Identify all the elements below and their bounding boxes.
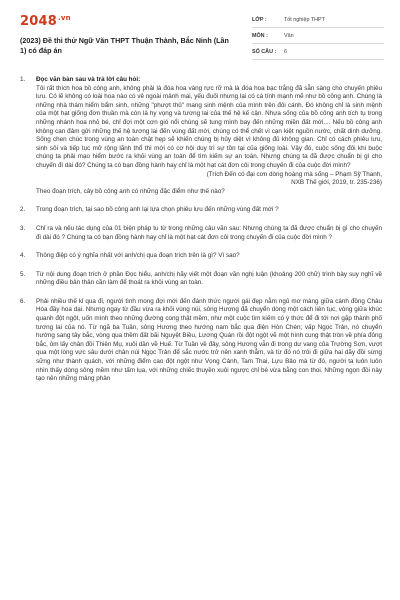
question-text: Chỉ ra và nêu tác dụng của 01 biện pháp tu từ trong những câu văn sau: Nhưng chúng ta đã được chuẩn bị gì cho chuyến đi dài đó ? Chúng ta có bạn đồng hành hay chỉ là một hạt cát đơn côi trong chuyến đi của cuộc đời mình ? xyxy=(36,224,382,241)
meta-value: Tốt nghiệp THPT xyxy=(284,16,325,23)
meta-row-lop xyxy=(252,12,384,28)
meta-label: SỐ CÂU : xyxy=(252,48,277,55)
exam-meta-table xyxy=(252,12,384,60)
question-heading: Đọc văn bản sau và trả lời câu hỏi: xyxy=(36,76,141,83)
question-text: Phải nhiều thế kỉ qua đi, người tình mong đợi mới đến đánh thức người gái đẹp nằm ngủ mơ màng giữa cánh đồng Châu Hóa đầy hoa dại. Nhưng ngay từ đầu vừa ra khỏi vùng núi, sông Hương đã chuyển dòng một cách liên tục, vòng giữa khúc quanh đột ngột, uốn mình theo những đường cong thật mềm, như một cuộc tìm kiếm có ý thức để đi tới nơi gặp thành phố tương lai của nó. Từ ngã ba Tuần, sông Hương theo hướng nam bắc qua điện Hòn Chén; vấp Ngọc Trản, nó chuyển hướng sang tây bắc, vòng qua thềm đất bãi Nguyệt Biều, Lương Quán rồi đột ngột vẽ một hình cung thật tròn về phía đông bắc, ôm lấy chân đồi Thiên Mụ, xuôi dần về Huế. Từ Tuần về đây, sông Hương vẫn đi trong dư vang của Trường Sơn, vượt qua một lòng vực sâu dưới chân núi Ngọc Trản để sắc nước trở nên xanh thẳm, và từ đó nó trôi đi giữa hai dãy đồi sừng sững như thành quách, với những điểm cao đột ngột như Vọng Cảnh, Tam Thai, Lựu Bảo mà từ đó, người ta luôn luôn nhìn thấy dòng sông mềm như tấm lụa, với những chiếc thuyền xuôi ngược chỉ bé vừa bằng con thoi. Những ngọn đồi này tạo nên những mảng phản xyxy=(36,297,382,383)
reading-passage: Tôi rất thích hoa bồ công anh, không phải là đóa hoa vàng rực rỡ mà là đóa hoa bạc trắng đã sẵn sàng cho chuyến phiêu lưu. Có lẽ không có loài hoa nào có vẻ ngoài mảnh mai, yếu đuối nhưng lại có cá tính mạnh mẽ như bồ công anh. Chúng là những nhà thám hiểm bẩm sinh, những "phượt thủ" mang sinh mệnh của mình trên đôi cánh. Đó không chỉ là sinh mệnh của một hạt giống đơn thuần mà còn là hy vọng và tương lai của thế hệ kế cận. Nhựa sống của bồ công anh tích tụ trong những nhánh hoa nhỏ bé, chỉ đợi một cơn gió nổi chúng sẽ tung mình bay đến những miền đất mới.... Nếu bồ công anh không can đảm gửi những thế hệ tương lai đến vùng đất mới, chúng có thể chết vì cạn kiệt nguồn nước, chất dinh dưỡng. Sống chen chúc trong vùng an toàn chật hẹp sẽ khiến chúng bị hủy diệt vì không đủ không gian. Chỉ có cách phiêu lưu, sinh sôi và tiếp tục mở rộng lãnh thổ thì mới có cơ hội duy trì sự tồn tại của giống loài. Vậy đó, cuộc sống đôi khi buộc chúng ta phải mạo hiểm bước ra khỏi vùng an toàn để tìm kiếm sự an toàn. Nhưng chúng ta đã được chuẩn bị gì cho chuyến đi dài đó? Chúng ta có bạn đồng hành hay chỉ là một hạt cát đơn côi trong chuyến đi của cuộc đời mình? xyxy=(36,84,382,169)
question-number: 2. xyxy=(20,206,26,214)
question-item xyxy=(20,206,382,215)
page-title: (2023) Đề thi thử Ngữ Văn THPT Thuận Thành, Bắc Ninh (Lần 1) có đáp án xyxy=(20,36,229,55)
sub-question: Theo đoạn trích, cây bồ công anh có những đặc điểm như thế nào? xyxy=(36,187,225,195)
question-number: 1. xyxy=(20,76,26,83)
question-number: 3. xyxy=(20,224,26,232)
question-item xyxy=(20,271,382,288)
question-number: 4. xyxy=(20,252,26,260)
logo-brand: 2048 xyxy=(20,14,57,29)
question-item xyxy=(20,225,382,242)
citation-line: (Trích Đến có đại cơn dòng hoàng mà sống – Phạm Sỹ Thanh, xyxy=(206,170,382,178)
question-text: Thông điệp có ý nghĩa nhất với anh/chị qua đoạn trích trên là gì? Vì sao? xyxy=(36,252,240,260)
question-text: Từ nội dung đoạn trích ở phần Đọc hiểu, anh/chị hãy viết một đoạn văn nghị luận (khoảng 200 chữ) trình bày suy nghĩ về những điều bản thân cần làm để thoát ra khỏi vùng an toàn. xyxy=(36,270,382,287)
meta-value: 6 xyxy=(284,48,287,55)
meta-label: LỚP : xyxy=(252,16,267,23)
meta-label: MÔN : xyxy=(252,32,268,39)
site-logo[interactable] xyxy=(20,14,71,29)
meta-row-socau xyxy=(252,44,384,60)
question-number: 5. xyxy=(20,270,26,278)
question-item xyxy=(20,76,382,196)
meta-row-mon xyxy=(252,28,384,44)
citation-line: NXB Thế giới, 2019, tr. 235-236) xyxy=(291,179,382,187)
question-text: Trong đoạn trích, tại sao bồ công anh lại lựa chọn phiêu lưu đến những vùng đất mới ? xyxy=(36,206,279,214)
question-list xyxy=(20,76,382,394)
question-item xyxy=(20,252,382,261)
meta-value: Văn xyxy=(284,32,294,39)
logo-suffix: .vn xyxy=(57,14,71,22)
question-number: 6. xyxy=(20,297,26,305)
question-item xyxy=(20,298,382,384)
